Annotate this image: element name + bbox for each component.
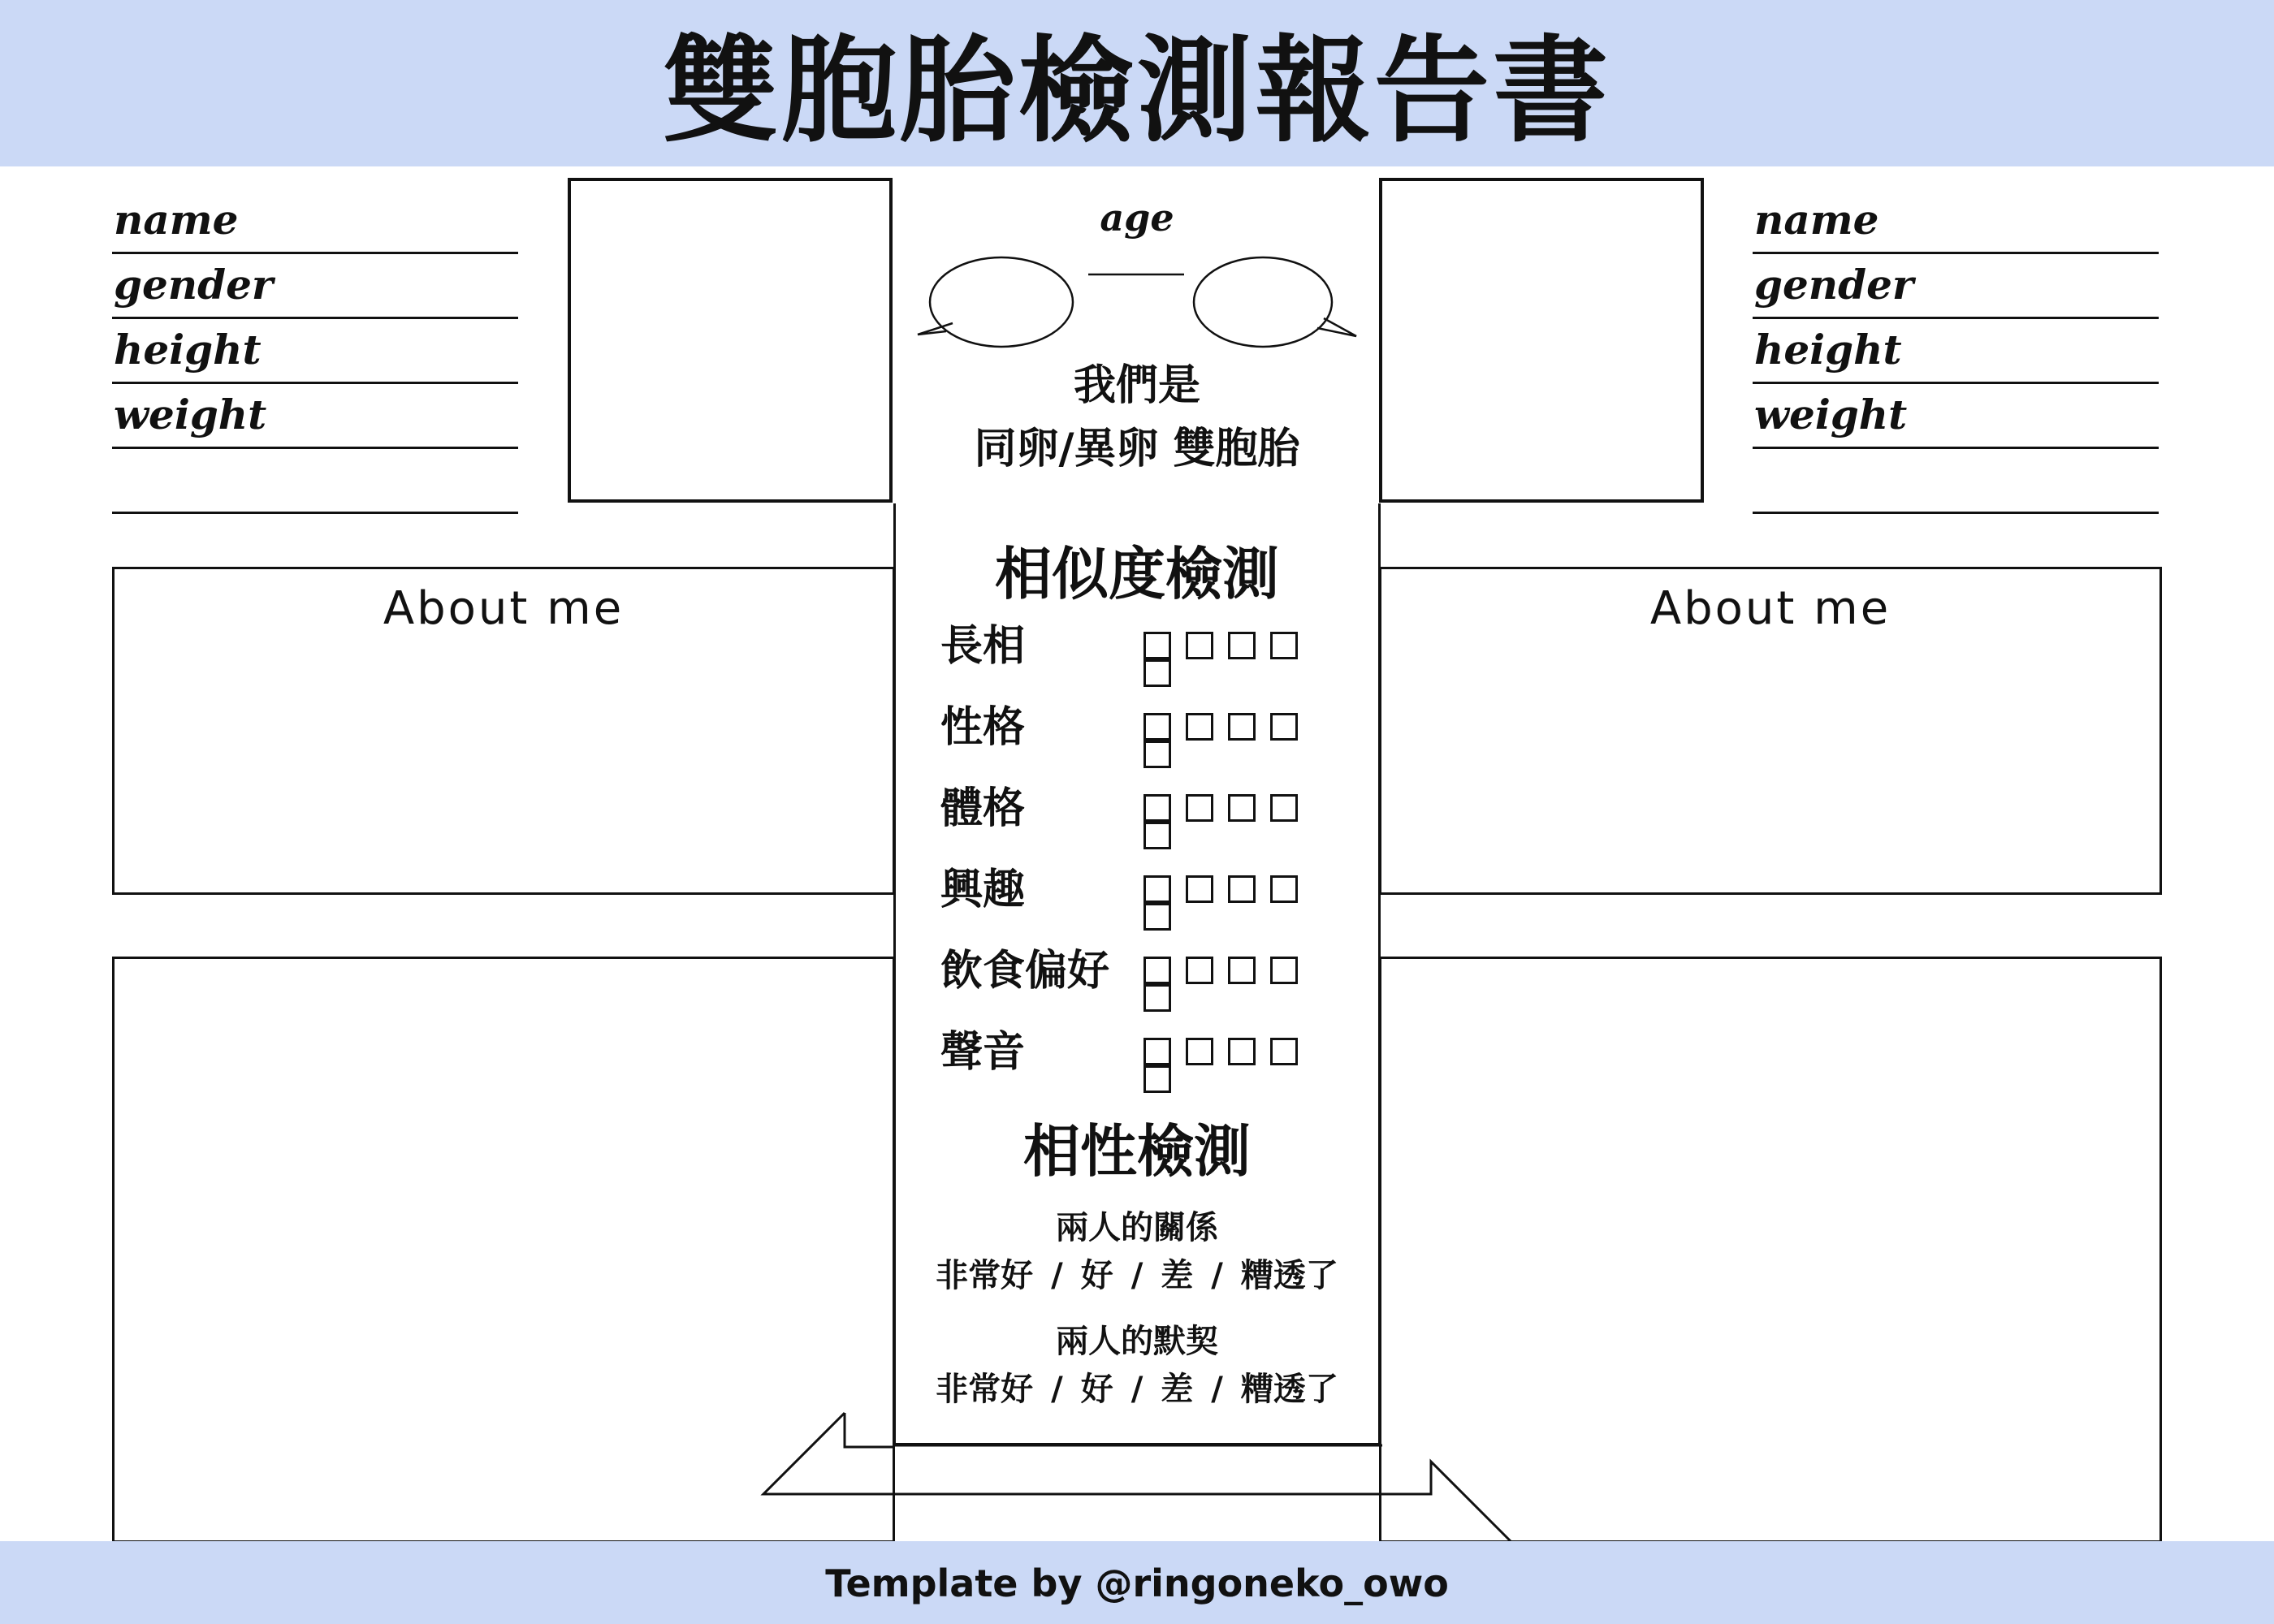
rating-boxes	[1143, 713, 1347, 742]
left-about-title: About me	[383, 582, 625, 635]
rating-checkbox[interactable]	[1270, 1038, 1298, 1065]
rating-boxes	[1143, 875, 1347, 905]
rating-checkbox[interactable]	[1143, 632, 1171, 659]
left-photo-frame[interactable]	[568, 178, 893, 503]
left-height-field[interactable]: height	[112, 321, 518, 384]
rating-checkbox[interactable]	[1186, 713, 1213, 741]
footer-credit: Template by @ringoneko_owo	[825, 1561, 1449, 1605]
rating-boxes	[1143, 1038, 1347, 1067]
rating-boxes	[1143, 794, 1347, 823]
rating-checkbox[interactable]	[1270, 632, 1298, 659]
rating-checkbox[interactable]	[1228, 713, 1256, 741]
rating-checkbox[interactable]	[1143, 659, 1171, 687]
right-age-bubble	[1194, 257, 1332, 347]
option-good[interactable]: 好	[1080, 1371, 1113, 1408]
similarity-row-interests	[940, 857, 1347, 922]
right-extra-field[interactable]	[1753, 451, 2159, 514]
left-profile-fields	[112, 191, 518, 514]
similarity-row-food	[940, 939, 1347, 1004]
rating-boxes	[1143, 632, 1347, 661]
option-bad[interactable]: 差	[1161, 1371, 1194, 1408]
rating-checkbox[interactable]	[1143, 794, 1171, 822]
right-gender-field[interactable]: gender	[1753, 256, 2159, 319]
option-good[interactable]: 好	[1080, 1257, 1113, 1294]
rating-checkbox[interactable]	[1186, 794, 1213, 822]
relationship-options: 非常好 / 好 / 差 / 糟透了	[936, 1257, 1338, 1294]
rating-checkbox[interactable]	[1270, 875, 1298, 903]
left-gender-field[interactable]: gender	[112, 256, 518, 319]
rating-checkbox[interactable]	[1143, 984, 1171, 1012]
right-weight-field[interactable]: weight	[1753, 386, 2159, 449]
similarity-title: 相似度檢測	[995, 541, 1279, 607]
we-are-text: 我們是	[1073, 361, 1200, 410]
similarity-label: 體格	[940, 784, 1026, 833]
option-very-good[interactable]: 非常好	[936, 1257, 1034, 1294]
rating-checkbox[interactable]	[1143, 957, 1171, 984]
age-label: age	[1100, 196, 1174, 240]
rating-checkbox[interactable]	[1270, 713, 1298, 741]
similarity-row-physique	[940, 776, 1347, 841]
rating-checkbox[interactable]	[1186, 1038, 1213, 1065]
rating-checkbox[interactable]	[1143, 822, 1171, 849]
age-speech-bubbles	[914, 244, 1368, 357]
rating-checkbox[interactable]	[1270, 794, 1298, 822]
similarity-row-personality	[940, 695, 1347, 760]
chemistry-options: 非常好 / 好 / 差 / 糟透了	[936, 1371, 1338, 1408]
rating-checkbox[interactable]	[1186, 632, 1213, 659]
left-weight-field[interactable]: weight	[112, 386, 518, 449]
left-age-bubble	[930, 257, 1073, 347]
rating-checkbox[interactable]	[1143, 741, 1171, 768]
relationship-label: 兩人的關係	[1056, 1209, 1218, 1246]
similarity-label: 興趣	[940, 866, 1026, 914]
rating-checkbox[interactable]	[1143, 875, 1171, 903]
left-about-box[interactable]	[112, 567, 895, 895]
similarity-row-voice	[940, 1020, 1347, 1085]
left-name-field[interactable]: name	[112, 191, 518, 254]
page-title: 雙胞胎檢測報告書	[663, 24, 1611, 158]
right-height-field[interactable]: height	[1753, 321, 2159, 384]
option-terrible[interactable]: 糟透了	[1240, 1257, 1338, 1294]
similarity-label: 飲食偏好	[940, 947, 1110, 996]
similarity-label: 長相	[940, 622, 1026, 671]
connector-ribbon	[755, 1405, 1519, 1543]
right-profile-fields	[1753, 191, 2159, 514]
rating-checkbox[interactable]	[1143, 1065, 1171, 1093]
compatibility-title: 相性檢測	[1023, 1118, 1251, 1185]
rating-checkbox[interactable]	[1186, 875, 1213, 903]
right-photo-frame[interactable]	[1379, 178, 1704, 503]
chemistry-label: 兩人的默契	[1056, 1323, 1218, 1360]
rating-checkbox[interactable]	[1270, 957, 1298, 984]
rating-checkbox[interactable]	[1228, 1038, 1256, 1065]
rating-checkbox[interactable]	[1143, 713, 1171, 741]
option-very-good[interactable]: 非常好	[936, 1371, 1034, 1408]
right-about-title: About me	[1649, 582, 1891, 635]
option-bad[interactable]: 差	[1161, 1257, 1194, 1294]
right-bubble-tail	[1317, 318, 1356, 336]
similarity-label: 聲音	[940, 1028, 1026, 1077]
rating-checkbox[interactable]	[1143, 1038, 1171, 1065]
rating-checkbox[interactable]	[1186, 957, 1213, 984]
left-bubble-tail	[918, 323, 953, 335]
rating-checkbox[interactable]	[1228, 957, 1256, 984]
twin-type-text: 同卵/異卵 雙胞胎	[974, 425, 1300, 473]
left-extra-field[interactable]	[112, 451, 518, 514]
rating-checkbox[interactable]	[1228, 794, 1256, 822]
right-name-field[interactable]: name	[1753, 191, 2159, 254]
similarity-row-appearance	[940, 614, 1347, 679]
right-about-box[interactable]	[1379, 567, 2162, 895]
rating-checkbox[interactable]	[1228, 875, 1256, 903]
rating-checkbox[interactable]	[1143, 903, 1171, 931]
option-terrible[interactable]: 糟透了	[1240, 1371, 1338, 1408]
similarity-label: 性格	[940, 703, 1026, 752]
rating-boxes	[1143, 957, 1347, 986]
rating-checkbox[interactable]	[1228, 632, 1256, 659]
